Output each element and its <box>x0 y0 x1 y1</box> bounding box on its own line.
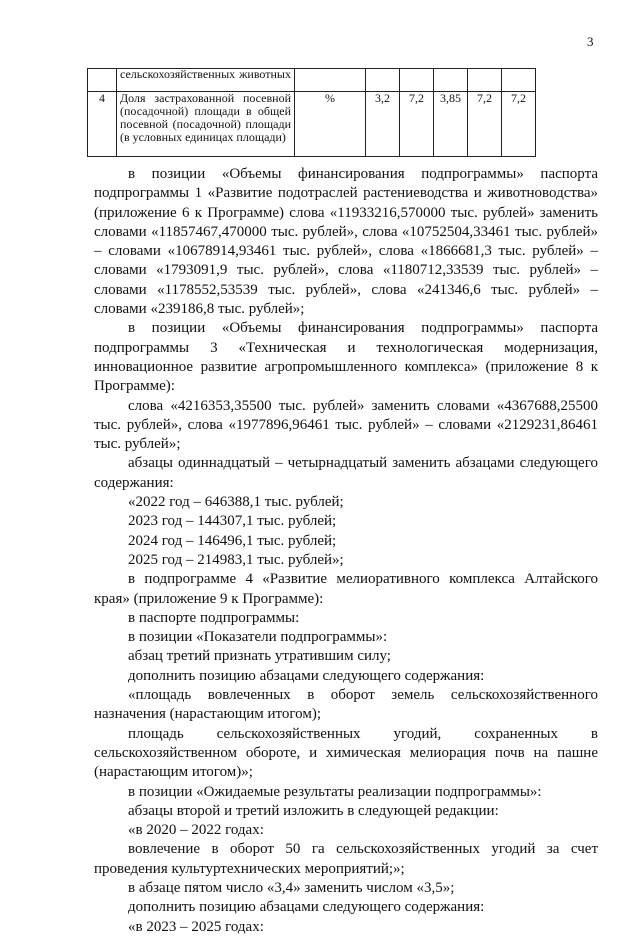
paragraph: абзацы одиннадцатый – четырнадцатый заменить абзацами следующего содержания: <box>94 455 598 491</box>
paragraph: «в 2020 – 2022 годах: <box>128 822 264 839</box>
table-row <box>88 92 536 157</box>
paragraph: площадь сельскохозяйственных угодий, сохраненных в сельскохозяйственном обороте, и химическая мелиорация почв на пашне (нарастающим итогом)»; <box>94 725 598 781</box>
paragraph: в позиции «Объемы финансирования подпрограммы» паспорта подпрограммы 3 «Техническая и технологическая модернизация, инновационное развитие агропромышленного комплекса» (приложение 8 к Программе): <box>94 320 598 395</box>
table-row <box>88 69 536 92</box>
paragraph: в позиции «Показатели подпрограммы»: <box>128 629 388 646</box>
table-cell-value: 3,2 <box>366 92 400 157</box>
table-cell-name: Доля застрахованной посевной (посадочной) площади в общей посевной (посадочной) площади (в условных единицах площади) <box>117 92 295 157</box>
table-cell <box>400 69 434 92</box>
table-cell-unit: % <box>295 92 366 157</box>
paragraph: дополнить позицию абзацами следующего содержания: <box>128 667 485 684</box>
paragraph: слова «4216353,35500 тыс. рублей» заменить словами «4367688,25500 тыс. рублей», слова «1977896,96461 тыс. рублей» – словами «2129231,86461 тыс. рублей»; <box>94 397 598 453</box>
paragraph: в позиции «Ожидаемые результаты реализации подпрограммы»: <box>128 783 542 800</box>
paragraph: «в 2023 – 2025 годах: <box>128 918 264 935</box>
table-cell <box>502 69 536 92</box>
paragraph: абзацы второй и третий изложить в следующей редакции: <box>128 802 499 819</box>
paragraph: 2024 год – 146496,1 тыс. рублей; <box>128 532 337 549</box>
paragraph: «2022 год – 646388,1 тыс. рублей; <box>128 494 344 511</box>
indicator-table <box>87 68 536 157</box>
table-cell <box>434 69 468 92</box>
table-cell-value: 7,2 <box>400 92 434 157</box>
page-number: 3 <box>587 34 594 49</box>
table-cell <box>366 69 400 92</box>
table-cell-value: 7,2 <box>468 92 502 157</box>
paragraph: 2025 год – 214983,1 тыс. рублей»; <box>128 551 344 568</box>
paragraph: в абзаце пятом число «3,4» заменить числом «3,5»; <box>128 879 455 896</box>
table-cell <box>295 69 366 92</box>
paragraph: абзац третий признать утратившим силу; <box>128 648 391 665</box>
paragraph: 2023 год – 144307,1 тыс. рублей; <box>128 513 337 530</box>
paragraph: в позиции «Объемы финансирования подпрограммы» паспорта подпрограммы 1 «Развитие подотраслей растениеводства и животноводства» (приложение 6 к Программе) слова «11933216,570000 тыс. рублей» заменить словами «11857467,470000 тыс. рублей», слова «10752504,33461 тыс. рублей» – словами «10678914,93461 тыс. рублей», слова «1866681,3 тыс. рублей» – словами «1793091,9 тыс. рублей», слова «1180712,33539 тыс. рублей» – словами «1178552,53539 тыс. рублей», слова «241346,6 тыс. рублей» – словами «239186,8 тыс. рублей»; <box>94 166 598 318</box>
table-cell <box>468 69 502 92</box>
paragraph: вовлечение в оборот 50 га сельскохозяйственных угодий за счет проведения культуртехнических мероприятий;»; <box>94 841 598 877</box>
table-cell-num: 4 <box>88 92 117 157</box>
indicator-name-line: сельскохозяйственных животных <box>120 69 291 80</box>
table-cell <box>88 69 117 92</box>
paragraph: «площадь вовлеченных в оборот земель сельскохозяйственного назначения (нарастающим итогом); <box>94 687 598 723</box>
paragraph: дополнить позицию абзацами следующего содержания: <box>128 899 485 916</box>
table-cell-value: 3,85 <box>434 92 468 157</box>
paragraph: в подпрограмме 4 «Развитие мелиоративного комплекса Алтайского края» (приложение 9 к Программе): <box>94 571 598 607</box>
paragraph: в паспорте подпрограммы: <box>128 609 300 626</box>
table-cell-name <box>117 69 295 92</box>
document-body <box>94 165 598 937</box>
table-cell-value: 7,2 <box>502 92 536 157</box>
